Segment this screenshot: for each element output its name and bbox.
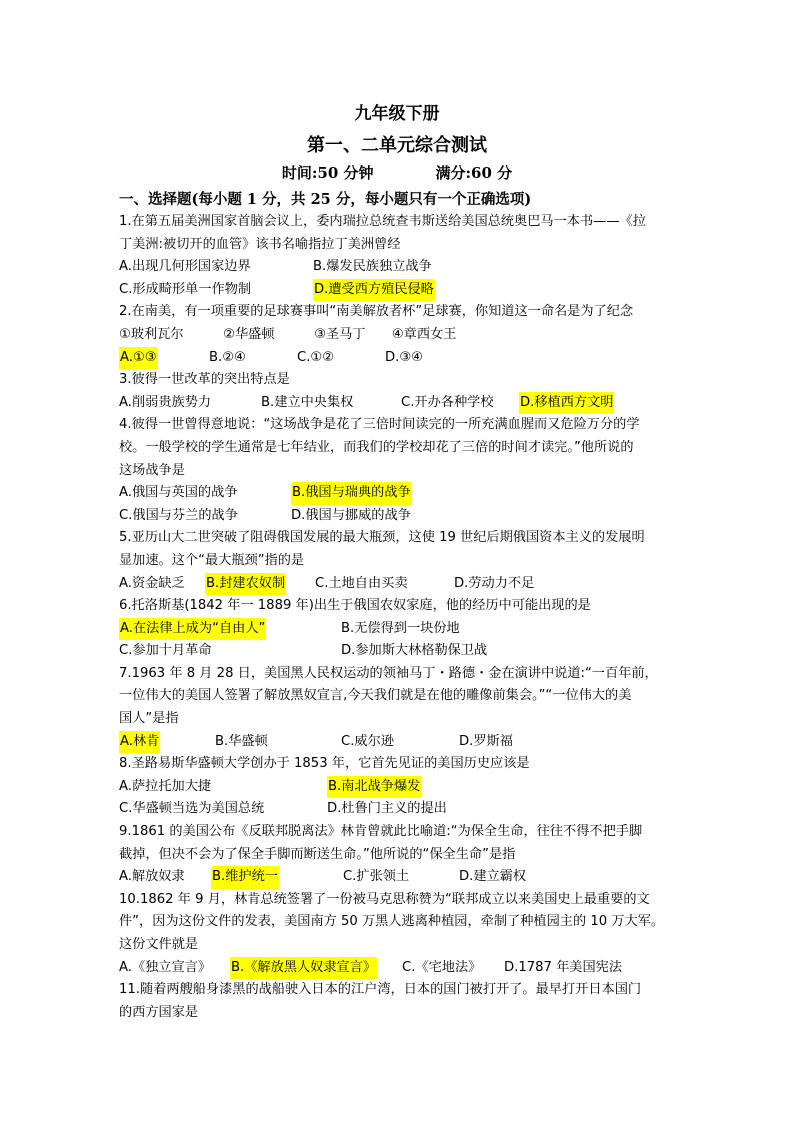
question-10-option-C: C.《宅地法》: [402, 959, 482, 975]
question-2-option-D: D.③④: [385, 349, 423, 365]
question-5-stem-line: 5.亚历山大二世突破了阻碍俄国发展的最大瓶颈，这使 19 世纪后期俄国资本主义的发展明: [119, 530, 645, 546]
question-3-stem-line: 3.彼得一世改革的突出特点是: [119, 372, 290, 388]
question-4-stem-line: 校。一般学校的学生通常是七年结业，而我们的学校却花了三倍的时间才读完。”他所说的: [119, 439, 634, 455]
question-9-option-D: D.建立霸权: [459, 869, 527, 885]
question-1-options-row: [119, 279, 689, 302]
question-7-option-B: B.华盛顿: [215, 733, 268, 749]
question-6-option-D: D.参加斯大林格勒保卫战: [341, 643, 488, 659]
question-10-option-B-highlighted: B.《解放黑人奴隶宣言》: [230, 957, 377, 980]
question-1-options-row: [119, 256, 689, 279]
question-7-option-C: C.威尔逊: [341, 733, 394, 749]
question-7-options-row: [119, 731, 689, 754]
question-5-option-A: A.资金缺乏: [119, 575, 185, 591]
question-10-option-A: A.《独立宣言》: [119, 959, 212, 975]
question-6-option-C: C.参加十月革命: [119, 643, 212, 659]
question-2-stem-line: 2.在南美，有一项重要的足球赛事叫“南美解放者杯”足球赛，你知道这一命名是为了纪念: [119, 304, 634, 320]
question-5-option-C: C.土地自由买卖: [315, 575, 408, 591]
question-10-stem-line: 件”，因为这份文件的发表，美国南方 50 万黑人逃离种植园，牵制了种植园主的 10 万大军。: [119, 914, 665, 930]
question-9-options-row: [119, 866, 689, 889]
exam-meta: [0, 162, 794, 183]
question-7-stem-line: 一位伟大的美国人签署了解放黑奴宣言,今天我们就是在他的雕像前集会。”“一位伟大的美: [119, 688, 632, 704]
question-3-option-B: B.建立中央集权: [261, 394, 354, 410]
question-1-stem-line: 1.在第五届美洲国家首脑会议上，委内瑞拉总统查韦斯送给美国总统奥巴马一本书——《拉: [119, 214, 646, 229]
question-2-option-A-highlighted: A.①③: [119, 347, 158, 370]
question-5-options-row: [119, 573, 689, 596]
question-1-option-A: A.出现几何形国家边界: [119, 259, 251, 275]
question-4-option-B-highlighted: B.俄国与瑞典的战争: [291, 482, 412, 505]
question-9-stem-line: 截掉，但决不会为了保全手脚而断送生命。”他所说的“保全生命”是指: [119, 846, 516, 862]
question-9-option-A: A.解放奴隶: [119, 869, 185, 885]
time-limit: 时间:50 分钟: [281, 164, 374, 182]
question-1-option-B: B.爆发民族独立战争: [313, 259, 432, 275]
question-1-option-C: C.形成畸形单一作物制: [119, 281, 252, 297]
question-10-stem-line: 10.1862 年 9 月，林肯总统签署了一份被马克思称赞为“联邦成立以来美国史上最重要的文: [119, 891, 650, 907]
question-5-stem-line: 显加速。这个“最大瓶颈”指的是: [119, 552, 305, 568]
question-4-stem-line: 4.彼得一世曾得意地说：“这场战争是花了三倍时间读完的一所充满血腥而又危险万分的学: [119, 417, 640, 433]
question-9-option-B-highlighted: B.维护统一: [211, 866, 279, 889]
question-4-option-A: A.俄国与英国的战争: [119, 485, 238, 501]
question-8-options-row: [119, 798, 689, 821]
question-6-stem-line: 6.托洛斯基(1842 年一 1889 年)出生于俄国农奴家庭，他的经历中可能出现的是: [119, 598, 591, 614]
question-8-option-A: A.萨拉托加大捷: [119, 778, 212, 794]
question-8-option-C: C.华盛顿当选为美国总统: [119, 801, 265, 817]
question-8-options-row: [119, 776, 689, 799]
question-4-options-row: [119, 482, 689, 505]
question-7-stem-line: 国人”是指: [119, 711, 179, 727]
question-5-option-B-highlighted: B.封建农奴制: [205, 573, 286, 596]
question-8-stem-line: 8.圣路易斯华盛顿大学创办于 1853 年，它首先见证的美国历史应该是: [119, 756, 530, 772]
question-6-option-A-highlighted: A.在法律上成为“自由人”: [119, 618, 266, 641]
question-1-stem-line: 丁美洲:被切开的血管》该书名喻指拉丁美洲曾经: [119, 236, 401, 252]
question-3-options-row: [119, 392, 689, 415]
question-2-options-row: [119, 347, 689, 370]
question-7-option-A-highlighted: A.林肯: [119, 731, 160, 754]
section-heading: 一、选择题(每小题 1 分，共 25 分，每小题只有一个正确选项): [119, 191, 532, 208]
question-list: [119, 211, 689, 1024]
full-score: 满分:60 分: [435, 164, 513, 182]
question-4-option-D: D.俄国与挪威的战争: [291, 507, 411, 523]
question-8-option-B-highlighted: B.南北战争爆发: [327, 776, 421, 799]
question-10-options-row: [119, 957, 689, 980]
question-9-stem-line: 9.1861 的美国公布《反联邦脱离法》林肯曾就此比喻道:“为保全生命，往往不得不把手脚: [119, 824, 643, 840]
question-11-stem-line: 11.随着两艘船身漆黑的战船驶入日本的江户湾，日本的国门被打开了。最早打开日本国门: [119, 982, 642, 998]
question-2-option-B: B.②④: [209, 349, 246, 365]
page-subtitle: 第一、二单元综合测试: [307, 135, 487, 156]
question-6-options-row: [119, 618, 689, 641]
question-2-option-C: C.①②: [297, 349, 335, 365]
question-9-option-C: C.扩张领土: [343, 869, 410, 885]
question-4-options-row: [119, 505, 689, 528]
question-10-stem-line: 这份文件就是: [119, 937, 199, 952]
question-3-option-D-highlighted: D.移植西方文明: [519, 392, 614, 415]
page-title: 九年级下册: [354, 104, 440, 124]
question-6-option-B: B.无偿得到一块份地: [341, 620, 460, 636]
question-7-stem-line: 7.1963 年 8 月 28 日，美国黑人民权运动的领袖马丁・路德・金在演讲中说道:“一百年前，: [119, 665, 658, 681]
question-1-option-D-highlighted: D.遭受西方殖民侵略: [313, 279, 435, 302]
question-4-stem-line: 这场战争是: [119, 462, 185, 478]
question-7-option-D: D.罗斯福: [459, 733, 513, 749]
question-5-option-D: D.劳动力不足: [454, 575, 535, 591]
question-3-option-C: C.开办各种学校: [401, 394, 494, 410]
question-4-option-C: C.俄国与芬兰的战争: [119, 507, 238, 523]
question-2-stem-line: ①玻利瓦尔 ②华盛顿 ③圣马丁 ④章西女王: [119, 326, 457, 342]
question-3-option-A: A.削弱贵族势力: [119, 394, 212, 410]
question-8-option-D: D.杜鲁门主义的提出: [327, 801, 447, 817]
question-10-option-D: D.1787 年美国宪法: [504, 959, 623, 975]
question-6-options-row: [119, 640, 689, 663]
question-11-stem-line: 的西方国家是: [119, 1004, 199, 1020]
